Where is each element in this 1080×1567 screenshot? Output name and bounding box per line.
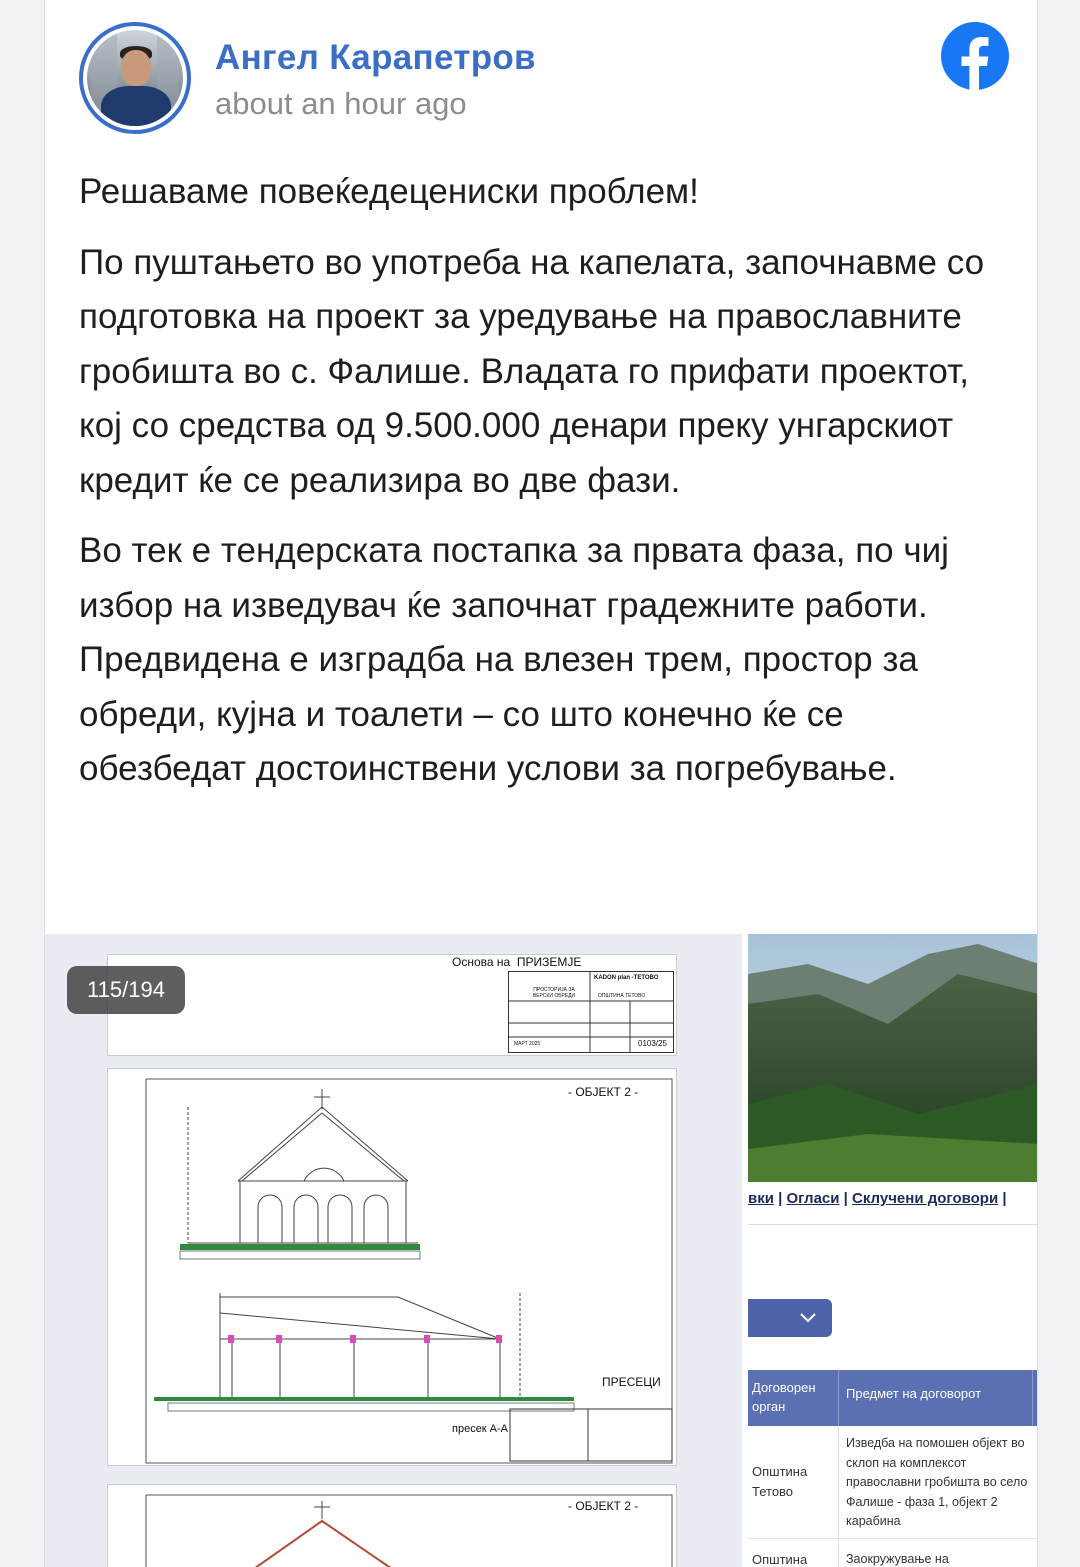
post-card: [44, 0, 1038, 1567]
gallery-photo-drawing[interactable]: [45, 934, 742, 1567]
object-label: - ОБЈЕКТ 2 -: [568, 1085, 639, 1099]
author-name[interactable]: Ангел Карапетров: [215, 38, 536, 77]
drawing-title: ПРИЗЕМЈЕ: [516, 955, 582, 969]
table-cell-subject: Изведба на помошен објект во склоп на комплексот православни гробишта во село Фалише - фаза 1, објект 2 карабина: [846, 1436, 1028, 1528]
photo-counter: 115/194: [67, 966, 185, 1014]
sections-label: ПРЕСЕЦИ: [602, 1375, 661, 1389]
post-body: [79, 165, 1009, 813]
column-header-subject[interactable]: Предмет на договорот: [846, 1386, 982, 1401]
stamp-room: ПРОСТОРИЈА ЗА ВЕРСКИ ОБРЕДИ: [532, 987, 576, 999]
gallery-photo-website[interactable]: [748, 934, 1038, 1567]
table-cell-authority: Општина: [752, 1552, 808, 1567]
avatar-photo: [87, 30, 183, 126]
nav-link-contracts[interactable]: Склучени договори: [852, 1190, 999, 1207]
nav-link-ads[interactable]: Огласи: [786, 1190, 840, 1207]
drawing-sheet-sections: [107, 1068, 677, 1466]
stamp-date: МАРТ 2025: [514, 1041, 541, 1047]
object-label-2: - ОБЈЕКТ 2 -: [568, 1499, 639, 1513]
drawing-title-prefix: Основа на: [452, 955, 511, 969]
nav-link-partial[interactable]: вки: [748, 1190, 774, 1207]
post-timestamp[interactable]: about an hour ago: [215, 86, 467, 121]
column-header-authority[interactable]: Договорен орган: [752, 1380, 816, 1414]
table-cell-authority: Општина Тетово: [752, 1464, 808, 1499]
drawing-sheet-bottom: [107, 1484, 677, 1567]
post-paragraph: По пуштањето во употреба на капелата, започнавме со подготовка на проект за уредување на православните гробишта во с. Фалише. Владата го прифати проектот, кој со средства од 9.500.000 денари преку унгарскиот кредит ќе се реализира во две фази.: [79, 242, 985, 500]
author-avatar[interactable]: [79, 22, 191, 134]
drawing-sheet-top: [107, 954, 677, 1056]
mountain-banner: [748, 934, 1038, 1182]
chevron-down-icon: [798, 1309, 818, 1327]
table-cell-subject: Заокружување на: [846, 1552, 949, 1566]
post-paragraph: Во тек е тендерската постапка за првата фаза, по чиј избор на изведувач ќе започнат градежните работи. Предвидена е изградба на влезен трем, простор за обреди, кујна и тоалети – со што конечно ќе се обезбедат достоинствени услови за погребување.: [79, 531, 949, 788]
section-aa-label: пресек А-А: [452, 1423, 509, 1435]
roof-drawing: [108, 1485, 678, 1567]
post-paragraph: Решаваме повеќедецениски проблем!: [79, 172, 699, 211]
site-nav-links: вки | Огласи | Склучени договори |: [748, 1190, 1007, 1207]
stamp-number: 0103/25: [638, 1039, 667, 1048]
stamp-company: KADON plan -ТЕТОВО: [594, 975, 659, 981]
sections-drawing: [108, 1069, 678, 1467]
post-header: [79, 22, 1009, 136]
filter-dropdown[interactable]: [748, 1299, 832, 1337]
stamp-client: ОПШТИНА ТЕТОВО: [598, 993, 646, 999]
facebook-icon: [941, 22, 1009, 90]
photo-gallery: [45, 934, 1038, 1567]
table-header: [748, 1370, 1038, 1426]
